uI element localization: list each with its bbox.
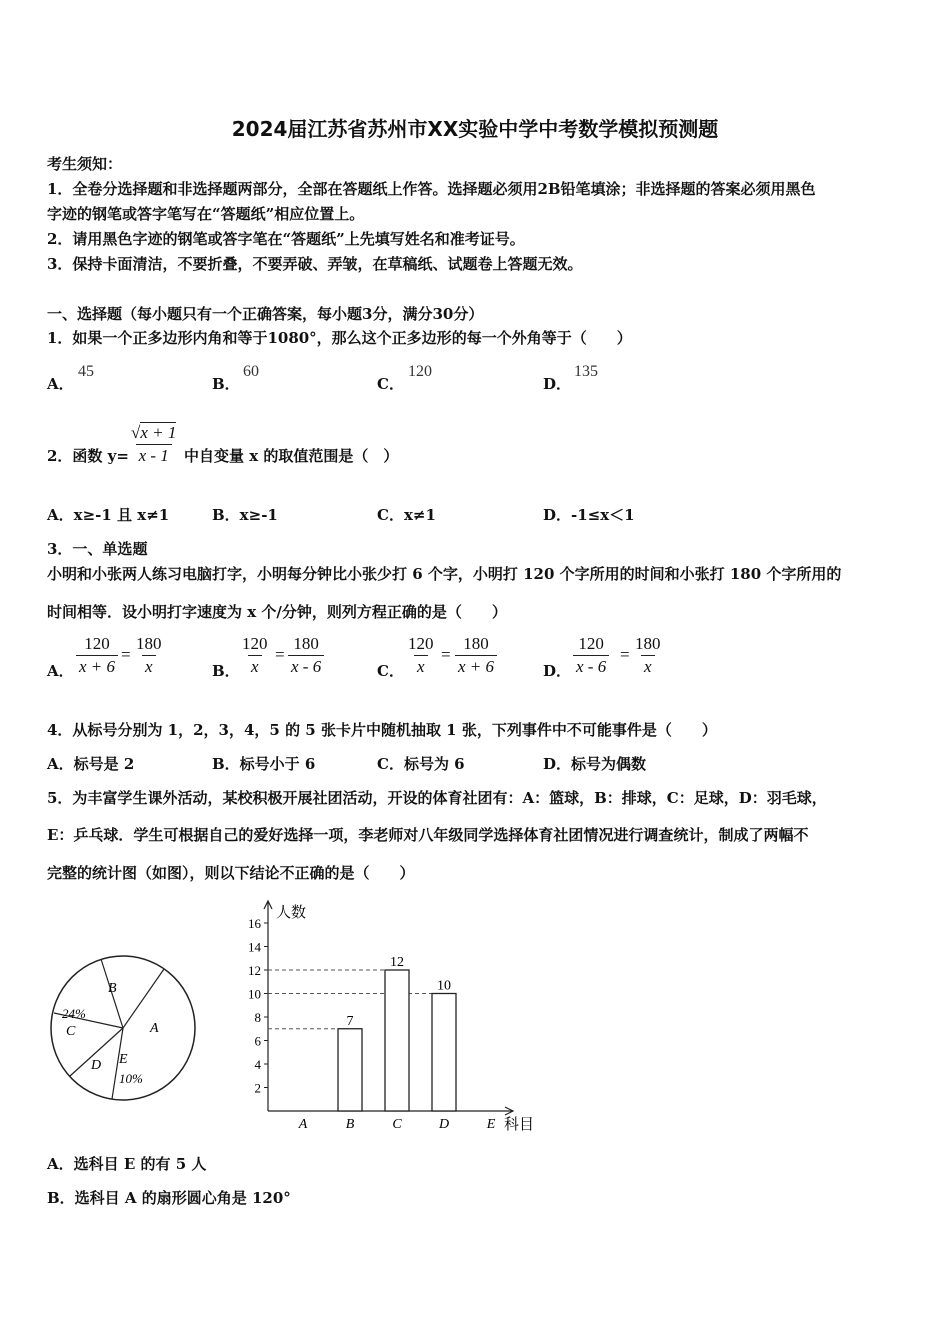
q2-numerator xyxy=(128,422,179,444)
denominator: x xyxy=(142,655,156,678)
question-3-line: 小明和小张两人练习电脑打字，小明每分钟比小张少打 6 个字，小明打 120 个字所用的时间和小张打 180 个字所用的 xyxy=(47,565,842,583)
y-tick-label: 16 xyxy=(248,916,261,931)
bar xyxy=(338,1029,362,1111)
bar-chart-marks xyxy=(298,955,496,1132)
q2-option-d: D．-1≤x＜1 xyxy=(543,506,635,524)
pie-label-a: A xyxy=(150,1021,159,1036)
q1-option-b-value: 60 xyxy=(243,363,259,380)
sqrt-icon: √ xyxy=(131,423,141,442)
q2-radicand: x + 1 xyxy=(140,423,177,442)
q2-option-a: A．x≥-1 且 x≠1 xyxy=(47,506,170,524)
equals-sign: = xyxy=(121,645,131,664)
x-tick-label: A xyxy=(298,1117,308,1132)
bar-data-label: 7 xyxy=(346,1013,354,1029)
numerator: 120 xyxy=(408,634,434,653)
q3-option-b-label: B． xyxy=(212,662,240,680)
y-tick-label: 6 xyxy=(254,1033,261,1049)
equals-sign: = xyxy=(441,645,451,664)
pie-chart xyxy=(44,955,204,1105)
q2-fraction xyxy=(128,422,179,467)
question-3-line: 时间相等．设小明打字速度为 x 个/分钟，则列方程正确的是（ ） xyxy=(47,603,507,621)
page-title: 2024届江苏省苏州市XX实验中学中考数学模拟预测题 xyxy=(231,117,719,141)
q3-option-d-frac-right xyxy=(632,633,664,678)
denominator: x xyxy=(641,655,655,678)
numerator: 180 xyxy=(463,634,489,653)
equals-sign: = xyxy=(620,645,630,664)
numerator: 180 xyxy=(136,634,162,653)
y-tick-label: 2 xyxy=(254,1080,261,1096)
pie-pct-e: 10% xyxy=(119,1071,143,1086)
numerator: 120 xyxy=(84,634,110,653)
q2-option-c: C．x≠1 xyxy=(377,506,436,524)
bar-data-label: 12 xyxy=(390,955,404,970)
y-tick-label: 4 xyxy=(254,1057,261,1072)
denominator: x - 6 xyxy=(288,655,324,678)
denominator: x xyxy=(248,655,262,678)
denominator: x - 6 xyxy=(573,655,609,678)
y-tick-label: 8 xyxy=(254,1010,261,1025)
pie-label-d: D xyxy=(91,1058,102,1073)
q3-option-c-frac-right xyxy=(455,633,497,678)
bar-data-label: 10 xyxy=(437,978,451,994)
y-tick-label: 12 xyxy=(248,963,261,978)
q3-option-d-frac-left xyxy=(573,633,609,678)
notice-item: 字迹的钢笔或答字笔写在“答题纸”相应位置上。 xyxy=(47,205,365,223)
pie-label-b: B xyxy=(108,981,117,996)
bar xyxy=(385,970,409,1111)
question-2-suffix: 中自变量 x 的取值范围是（ ） xyxy=(184,447,399,465)
pie-label-e: E xyxy=(119,1052,128,1067)
q3-option-c-label: C． xyxy=(377,662,404,680)
q3-option-a-label: A． xyxy=(47,662,74,680)
q3-option-a-frac-left xyxy=(76,633,118,678)
y-tick-label: 10 xyxy=(248,986,261,1002)
question-4-stem: 4．从标号分别为 1，2，3，4，5 的 5 张卡片中随机抽取 1 张，下列事件中不可能事件是（ ） xyxy=(47,721,717,739)
pie-label-c: C xyxy=(66,1024,76,1039)
numerator: 180 xyxy=(293,634,319,653)
notice-item: 1．全卷分选择题和非选择题两部分，全部在答题纸上作答。选择题必须用2B铅笔填涂；非选择题的答案必须用黑色 xyxy=(47,180,816,198)
section-heading: 一、选择题（每小题只有一个正确答案，每小题3分，满分30分） xyxy=(47,305,484,323)
x-tick-label: C xyxy=(392,1117,402,1132)
x-axis-label: 科目 xyxy=(504,1117,535,1133)
question-2-prefix: 2．函数 y= xyxy=(47,447,129,465)
q3-option-a-frac-right xyxy=(133,633,165,678)
q1-option-c-value: 120 xyxy=(408,363,432,380)
x-tick-label: B xyxy=(345,1117,355,1132)
notice-item: 3．保持卡面清洁，不要折叠，不要弄破、弄皱，在草稿纸、试题卷上答题无效。 xyxy=(47,255,583,273)
denominator: x xyxy=(414,655,428,678)
denominator: x + 6 xyxy=(76,655,118,678)
x-tick-label: D xyxy=(438,1117,450,1132)
y-axis-label: 人数 xyxy=(276,905,307,921)
bar-chart xyxy=(238,895,548,1140)
notice-item: 2．请用黑色字迹的钢笔或答字笔在“答题纸”上先填写姓名和准考证号。 xyxy=(47,230,525,248)
q2-denominator: x - 1 xyxy=(136,444,172,467)
denominator: x + 6 xyxy=(455,655,497,678)
question-5-line: 完整的统计图（如图），则以下结论不正确的是（ ） xyxy=(47,864,415,882)
q1-option-a-label: A． xyxy=(47,375,74,393)
notice-heading: 考生须知： xyxy=(47,155,123,173)
q1-option-b-label: B． xyxy=(212,375,240,393)
question-5-line: E：乒乓球．学生可根据自己的爱好选择一项，李老师对八年级同学选择体育社团情况进行调查统计，制成了两幅不 xyxy=(47,826,809,844)
q3-option-b-frac-right xyxy=(288,633,324,678)
q1-option-a-value: 45 xyxy=(78,363,94,380)
pie-divider xyxy=(123,969,164,1028)
equals-sign: = xyxy=(275,645,285,664)
q1-option-d-value: 135 xyxy=(574,363,598,380)
x-tick-label: E xyxy=(486,1117,496,1132)
q3-option-c-frac-left xyxy=(405,633,437,678)
numerator: 180 xyxy=(635,634,661,653)
q3-option-d-label: D． xyxy=(543,662,572,680)
question-1-stem: 1．如果一个正多边形内角和等于1080°，那么这个正多边形的每一个外角等于（ ） xyxy=(47,329,632,347)
q1-option-d-label: D． xyxy=(543,375,572,393)
question-5-line: 5．为丰富学生课外活动，某校积极开展社团活动，开设的体育社团有：A：篮球，B：排球，C：足球，D：羽毛球， xyxy=(47,789,827,807)
numerator: 120 xyxy=(242,634,268,653)
q4-option-a: A．标号是 2 xyxy=(47,755,135,773)
bar xyxy=(432,994,456,1112)
q5-option-a: A．选科目 E 的有 5 人 xyxy=(47,1155,207,1173)
q4-option-d: D．标号为偶数 xyxy=(543,755,647,773)
y-tick-label: 14 xyxy=(248,939,261,955)
q4-option-c: C．标号为 6 xyxy=(377,755,465,773)
q5-option-b: B．选科目 A 的扇形圆心角是 120° xyxy=(47,1189,291,1207)
pie-pct-c: 24% xyxy=(62,1006,86,1021)
q1-option-c-label: C． xyxy=(377,375,404,393)
q2-option-b: B．x≥-1 xyxy=(212,506,278,524)
q4-option-b: B．标号小于 6 xyxy=(212,755,316,773)
q3-option-b-frac-left xyxy=(239,633,271,678)
question-3-heading: 3．一、单选题 xyxy=(47,540,148,558)
numerator: 120 xyxy=(578,634,604,653)
